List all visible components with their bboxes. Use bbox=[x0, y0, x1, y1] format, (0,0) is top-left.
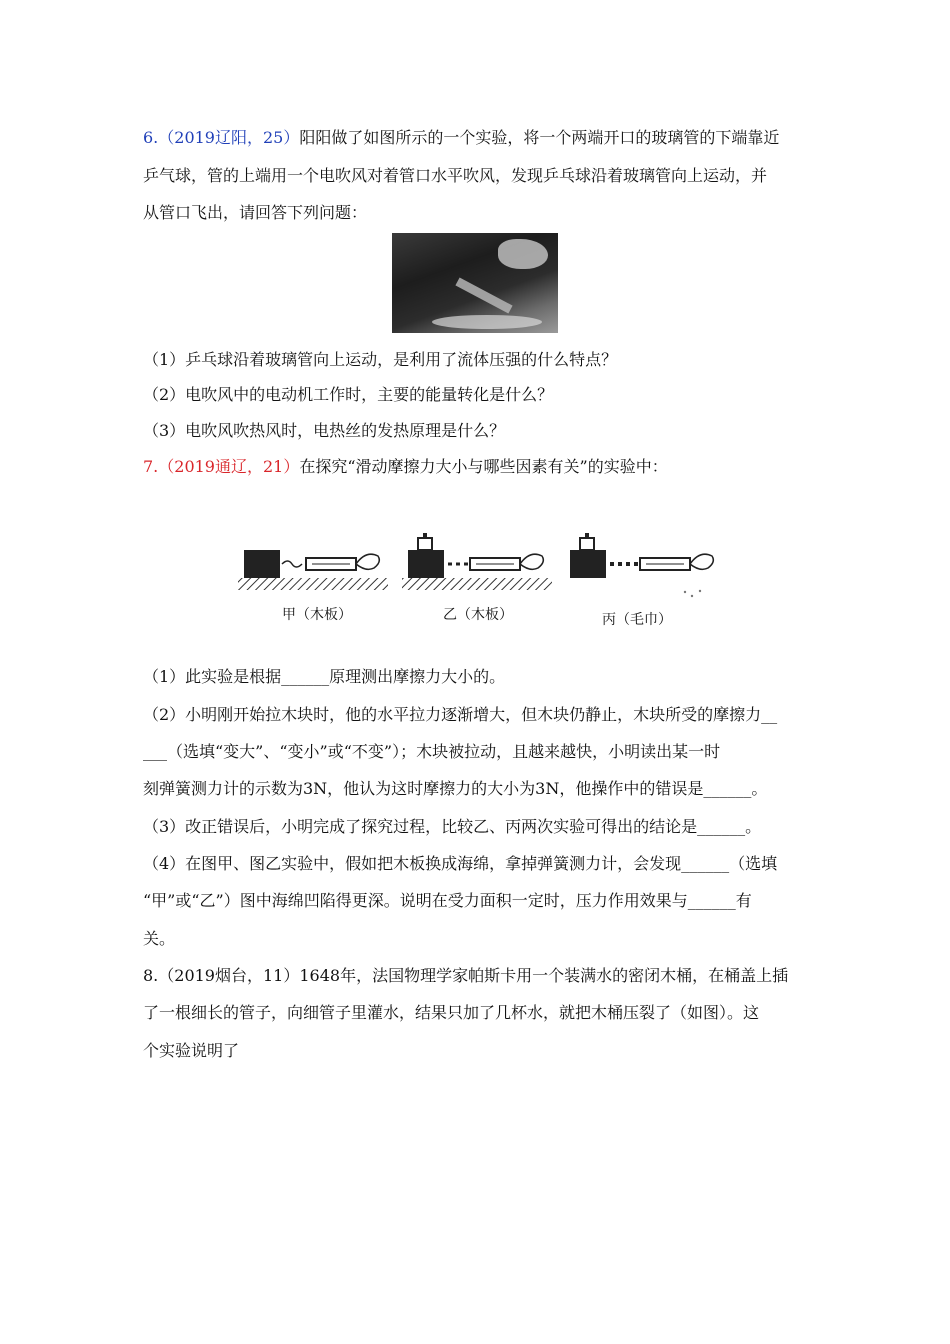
q6-line-1 bbox=[143, 128, 779, 148]
ping-pong-experiment-photo bbox=[392, 233, 558, 333]
q7-line-6: （4）在图甲、图乙实验中，假如把木板换成海绵，拿掉弹簧测力计，会发现______（选填 bbox=[143, 854, 778, 873]
q6-line-2: 乒气球，管的上端用一个电吹风对着管口水平吹风，发现乒乓球沿着玻璃管向上运动，并 bbox=[143, 166, 768, 185]
q7-line-1: （1）此实验是根据______原理测出摩擦力大小的。 bbox=[143, 667, 506, 686]
q7-line-5: （3）改正错误后，小明完成了探究过程，比较乙、丙两次实验可得出的结论是______。 bbox=[143, 817, 762, 836]
q7-line-8: 关。 bbox=[143, 929, 176, 948]
q7-line-4: 刻弹簧测力计的示数为3N，他认为这时摩擦力的大小为3N，他操作中的错误是______。 bbox=[143, 779, 768, 798]
weight-yi bbox=[418, 538, 432, 550]
hand-jia bbox=[356, 554, 379, 569]
q7-line-7: “甲”或“乙”）图中海绵凹陷得更深。说明在受力面积一定时，压力作用效果与______有 bbox=[143, 891, 752, 910]
hand-yi bbox=[520, 554, 543, 569]
ground-jia bbox=[238, 578, 388, 590]
photo-plate bbox=[432, 315, 542, 329]
block-yi bbox=[408, 550, 444, 578]
figure-label-bing: 丙（毛巾） bbox=[602, 612, 672, 628]
figure-label-yi: 乙（木板） bbox=[443, 607, 513, 623]
q6-sub-3: （3）电吹风吹热风时，电热丝的发热原理是什么？ bbox=[143, 421, 506, 440]
hand-bing bbox=[690, 554, 713, 569]
q6-text-1: 阳阳做了如图所示的一个实验，将一个两端开口的玻璃管的下端靠近 bbox=[299, 128, 780, 147]
q6-line-3: 从管口飞出，请回答下列问题： bbox=[143, 203, 368, 222]
figure-label-jia: 甲（木板） bbox=[282, 607, 352, 623]
q7-intro-text: 在探究“滑动摩擦力大小与哪些因素有关”的实验中： bbox=[299, 457, 668, 476]
q8-line-3: 个实验说明了 bbox=[143, 1041, 240, 1060]
block-bing bbox=[570, 550, 606, 578]
towel-texture bbox=[684, 590, 701, 597]
friction-experiment-figure bbox=[230, 530, 730, 605]
q6-sub-2: （2）电吹风中的电动机工作时，主要的能量转化是什么？ bbox=[143, 385, 554, 404]
q6-sub-1: （1）乒乓球沿着玻璃管向上运动，是利用了流体压强的什么特点？ bbox=[143, 350, 618, 369]
photo-glass-tube bbox=[455, 277, 512, 313]
q8-line-2: 了一根细长的管子，向细管子里灌水，结果只加了几杯水，就把木桶压裂了（如图）。这 bbox=[143, 1003, 760, 1022]
photo-hand-region bbox=[498, 239, 548, 269]
q6-source-tag: 6.（2019辽阳，25） bbox=[143, 128, 300, 147]
setup-bing bbox=[570, 533, 713, 597]
setup-jia bbox=[238, 550, 388, 590]
weight-bing bbox=[580, 538, 594, 550]
block-jia bbox=[244, 550, 280, 578]
q7-source-tag: 7.（2019通辽，21） bbox=[143, 457, 300, 476]
q8-line-1: 8.（2019烟台，11）1648年，法国物理学家帕斯卡用一个装满水的密闭木桶，在桶盖上插 bbox=[143, 966, 789, 985]
q7-line-3: ___（选填“变大”、“变小”或“不变”）；木块被拉动，且越来越快，小明读出某一时 bbox=[143, 742, 721, 761]
ground-yi bbox=[402, 578, 552, 590]
string-jia bbox=[282, 561, 302, 567]
q7-line-2: （2）小明刚开始拉木块时，他的水平拉力逐渐增大，但木块仍静止，木块所受的摩擦力__ bbox=[143, 705, 778, 724]
setup-yi bbox=[402, 533, 552, 590]
q7-line-intro bbox=[143, 457, 668, 477]
